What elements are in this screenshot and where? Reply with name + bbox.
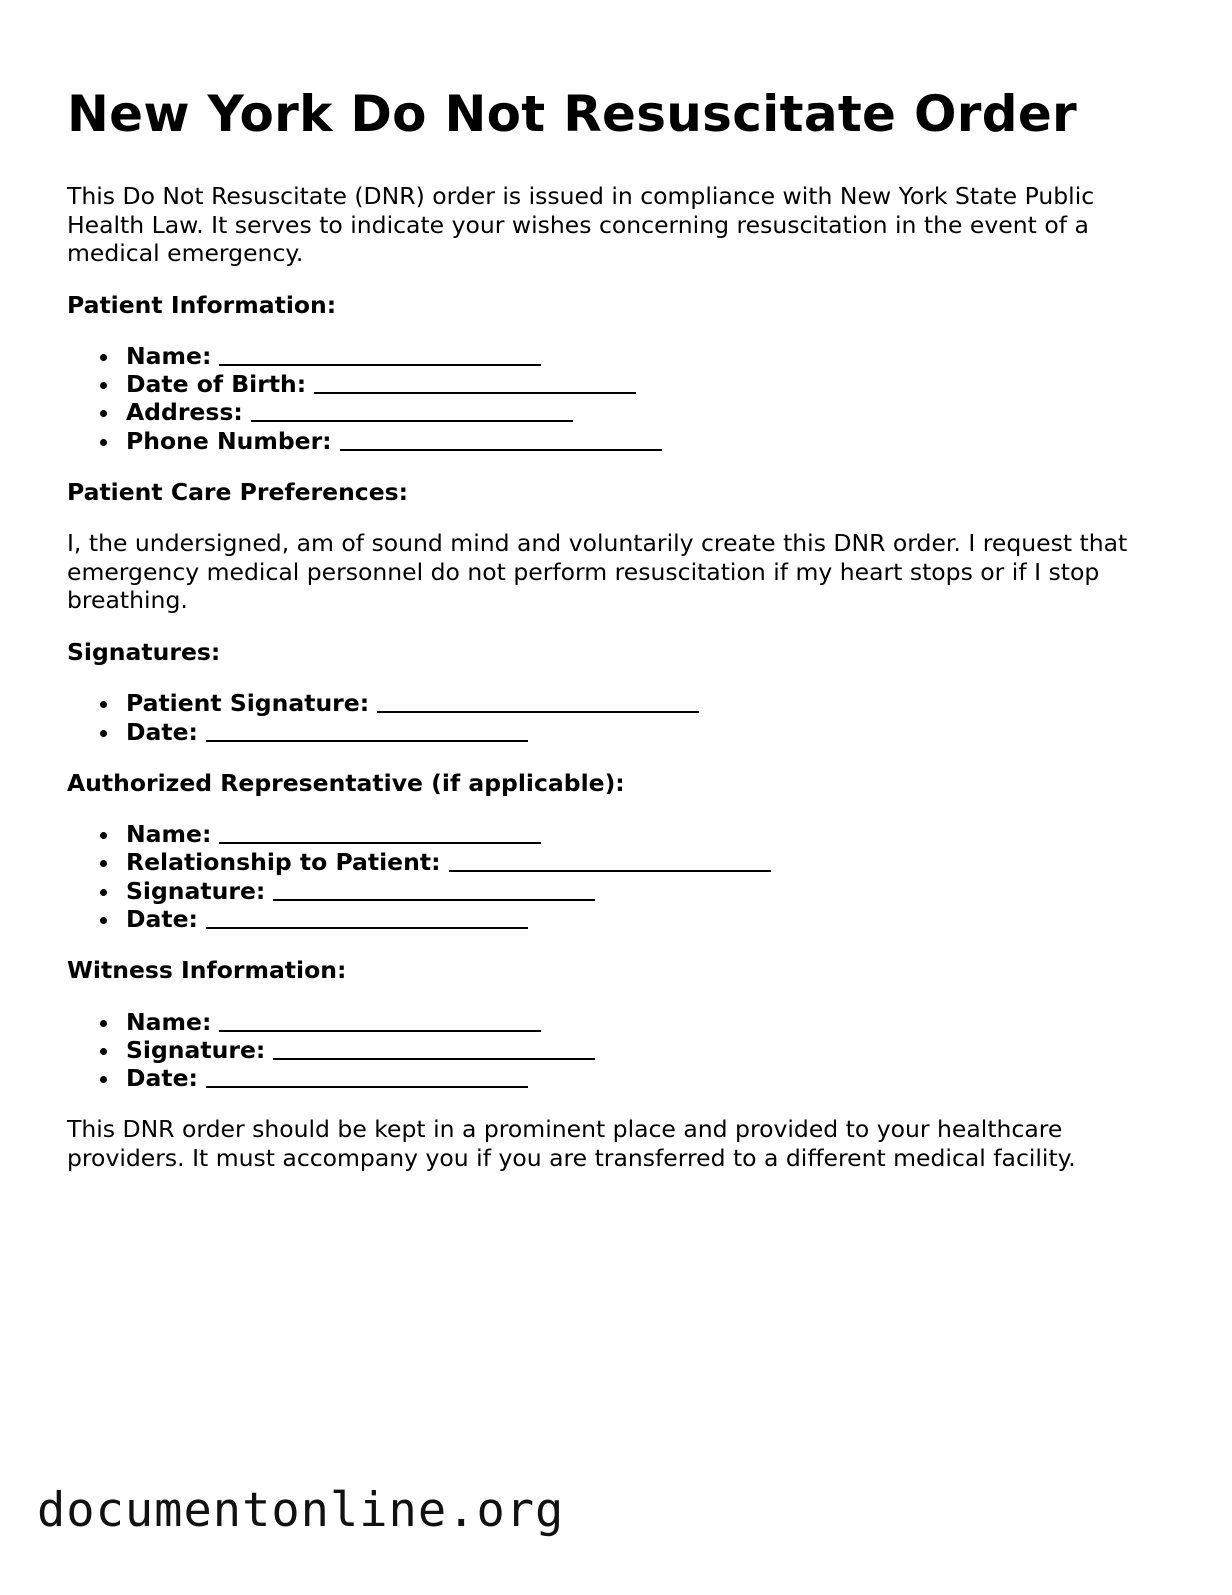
field-label: Name:: [126, 1007, 212, 1036]
relationship-blank-field[interactable]: [449, 850, 771, 872]
intro-paragraph: This Do Not Resuscitate (DNR) order is issued in compliance with New York State Public Health Law. It serves to indicate your wishes concerning resuscitation in the event of a medical emergency.: [67, 182, 1095, 267]
witness-heading: Witness Information:: [67, 956, 347, 985]
name-blank-field[interactable]: [219, 344, 541, 366]
signatures-heading: Signatures:: [67, 637, 221, 666]
field-label: Name:: [126, 820, 212, 849]
list-item: [126, 427, 1167, 455]
representative-list: [67, 820, 1167, 933]
patient-info-heading: Patient Information:: [67, 290, 337, 319]
field-label: Phone Number:: [126, 426, 332, 455]
watermark-text: documentonline.org: [37, 1483, 565, 1538]
witness-name-blank-field[interactable]: [219, 1010, 541, 1032]
list-item: [126, 1008, 1167, 1036]
list-item: [126, 820, 1167, 848]
list-item: [126, 342, 1167, 370]
representative-signature-blank-field[interactable]: [273, 879, 595, 901]
list-item: [126, 877, 1167, 905]
signatures-list: [67, 689, 1167, 745]
care-preferences-paragraph: I, the undersigned, am of sound mind and voluntarily create this DNR order. I request that emergency medical personnel do not perform resuscitation if my heart stops or if I stop breathing.: [67, 529, 1128, 615]
list-item: [126, 848, 1167, 876]
list-item: [126, 1064, 1167, 1092]
phone-number-blank-field[interactable]: [340, 429, 662, 451]
field-label: Date:: [126, 1063, 198, 1092]
field-label: Date:: [126, 904, 198, 933]
list-item: [126, 370, 1167, 398]
field-label: Date:: [126, 717, 198, 746]
field-label: Address:: [126, 398, 243, 427]
field-label: Patient Signature:: [126, 689, 370, 718]
field-label: Relationship to Patient:: [126, 848, 441, 877]
list-item: [126, 398, 1167, 426]
list-item: [126, 905, 1167, 933]
date-of-birth-blank-field[interactable]: [314, 372, 636, 394]
list-item: [126, 1036, 1167, 1064]
list-item: [126, 689, 1167, 717]
closing-paragraph: This DNR order should be kept in a prominent place and provided to your healthcare providers. It must accompany you if you are transferred to a different medical facility.: [67, 1115, 1076, 1172]
witness-signature-blank-field[interactable]: [273, 1038, 595, 1060]
witness-date-blank-field[interactable]: [206, 1066, 528, 1088]
care-preferences-heading: Patient Care Preferences:: [67, 477, 409, 506]
patient-signature-blank-field[interactable]: [377, 691, 699, 713]
address-blank-field[interactable]: [251, 400, 573, 422]
field-label: Signature:: [126, 876, 266, 905]
patient-info-list: [67, 342, 1167, 455]
field-label: Signature:: [126, 1035, 266, 1064]
page-title: New York Do Not Resuscitate Order: [67, 85, 1077, 143]
representative-date-blank-field[interactable]: [206, 907, 528, 929]
signature-date-blank-field[interactable]: [206, 720, 528, 742]
field-label: Name:: [126, 342, 212, 370]
representative-name-blank-field[interactable]: [219, 822, 541, 844]
list-item: [126, 718, 1167, 746]
witness-list: [67, 1008, 1167, 1093]
representative-heading: Authorized Representative (if applicable):: [67, 768, 625, 797]
field-label: Date of Birth:: [126, 370, 307, 399]
document-page: [67, 84, 1167, 1172]
